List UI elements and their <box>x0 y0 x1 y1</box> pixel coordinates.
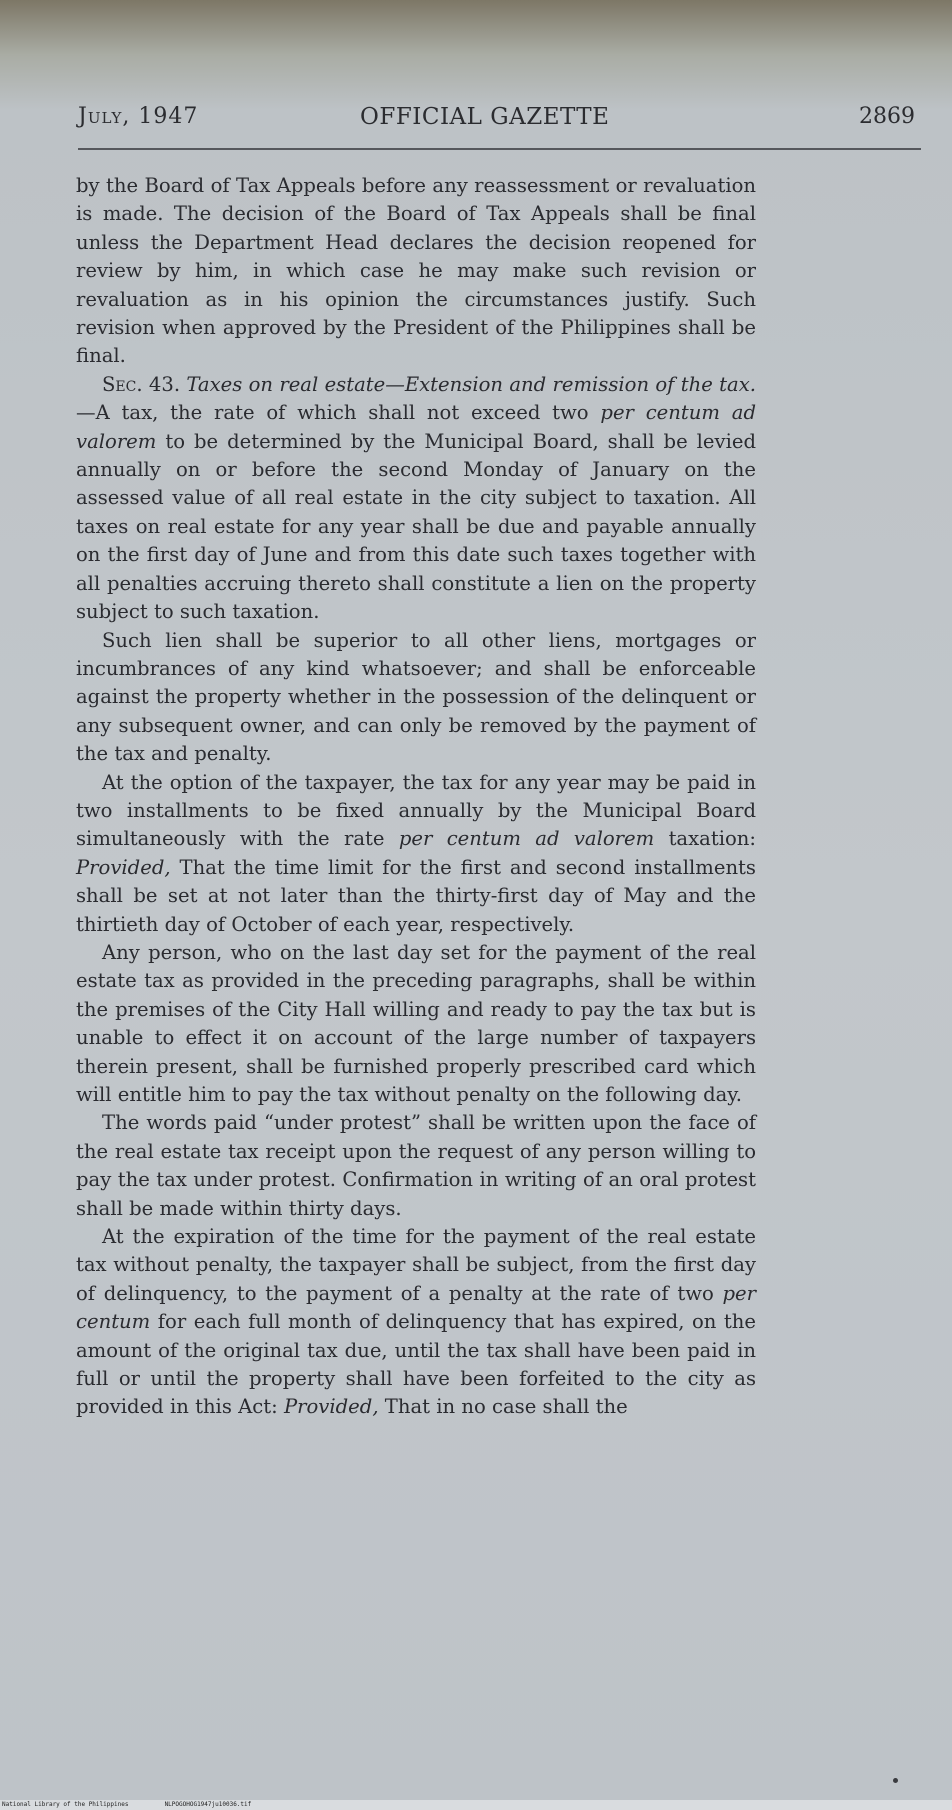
paragraph-2-latin-term: per centum ad valorem <box>76 401 756 453</box>
paragraph-5: Any person, who on the last day set for the payment of the real estate tax as provided in the preceding paragraphs, shall be within the premises of the City Hall willing and ready to pay the tax but is unable to effect it on account of the large number of taxpayers therein present, shall be furnished properly prescribed card which will entitle him to pay the tax without penalty on the following day. <box>76 940 756 1106</box>
page-header <box>78 104 923 138</box>
footer-library: National Library of the Philippines <box>2 1801 129 1808</box>
header-rule <box>78 148 921 150</box>
paragraph-7-text-a: At the expiration of the time for the payment of the real estate tax without penalty, the taxpayer shall be subject, from the first day of delinquency, to the payment of a penalty at the rate of two <box>76 1225 756 1305</box>
paragraph-2-text-b: to be determined by the Municipal Board, shall be levied annually on or before the second Monday of January on the assessed value of all real estate in the city subject to taxation. All taxes on real estate for any year shall be due and payable annually on the first day of June and from this date such taxes together with all penalties accruing thereto shall constitute a lien on the property subject to such taxation. <box>76 429 756 624</box>
paragraph-1: by the Board of Tax Appeals before any reassessment or revaluation is made. The decision of the Board of Tax Appeals shall be final unless the Department Head declares the decision reopened for review by him, in which case he may make such revision or revaluation as in his opinion the circumstances justify. Such revision when approved by the President of the Philippines shall be final. <box>76 174 756 368</box>
paragraph-4-text-a: At the option of the taxpayer, the tax for any year may be paid in two installments to be fixed annually by the Municipal Board simultaneously with the rate <box>76 770 756 851</box>
paragraph-7-text-b: for each full month of delinquency that has expired, on the amount of the original tax due, until the tax shall have been paid in full or until the property shall have been forfeited to the city as provided in this Act: <box>76 1310 756 1419</box>
paragraph-7-proviso: Provided, <box>283 1395 379 1419</box>
section-label: Sec. 43. <box>102 372 181 396</box>
paragraph-4-text-c: That the time limit for the first and second installments shall be set at not later than the thirty-first day of May and the thirtieth day of October of each year, respectively. <box>76 855 756 936</box>
paragraph-7-text-c: That in no case shall the <box>384 1395 628 1419</box>
footer-text <box>2 1801 251 1809</box>
section-title: Taxes on real estate—Extension and remission of the tax. <box>186 372 756 396</box>
page-number: 2869 <box>859 104 915 129</box>
paragraph-2 <box>76 371 756 627</box>
article-body <box>76 172 756 1422</box>
paragraph-2-text-a: —A tax, the rate of which shall not exceed two <box>76 401 589 425</box>
paragraph-4 <box>76 769 756 939</box>
header-title: OFFICIAL GAZETTE <box>360 104 610 130</box>
paragraph-4-text-b: taxation: <box>668 827 757 851</box>
header-date: July, 1947 <box>78 104 199 129</box>
paragraph-3: Such lien shall be superior to all other liens, mortgages or incumbrances of any kind whatsoever; and shall be enforceable against the property whether in the possession of the delinquent or any subsequent owner, and can only be removed by the payment of the tax and penalty. <box>76 628 756 766</box>
paragraph-4-proviso: Provided, <box>76 855 171 879</box>
scan-footer <box>0 1800 952 1810</box>
speck-mark <box>893 1778 898 1783</box>
paragraph-4-latin-term: per centum ad valorem <box>398 827 655 851</box>
paragraph-7 <box>76 1223 756 1422</box>
footer-file: NLPOGOHOG1947ju10036.tif <box>164 1801 252 1808</box>
paragraph-6: The words paid “under protest” shall be written upon the face of the real estate tax receipt upon the request of any person willing to pay the tax under protest. Confirmation in writing of an oral protest shall be made within thirty days. <box>76 1111 756 1220</box>
paragraph-7-latin-term: per centum <box>76 1281 757 1334</box>
